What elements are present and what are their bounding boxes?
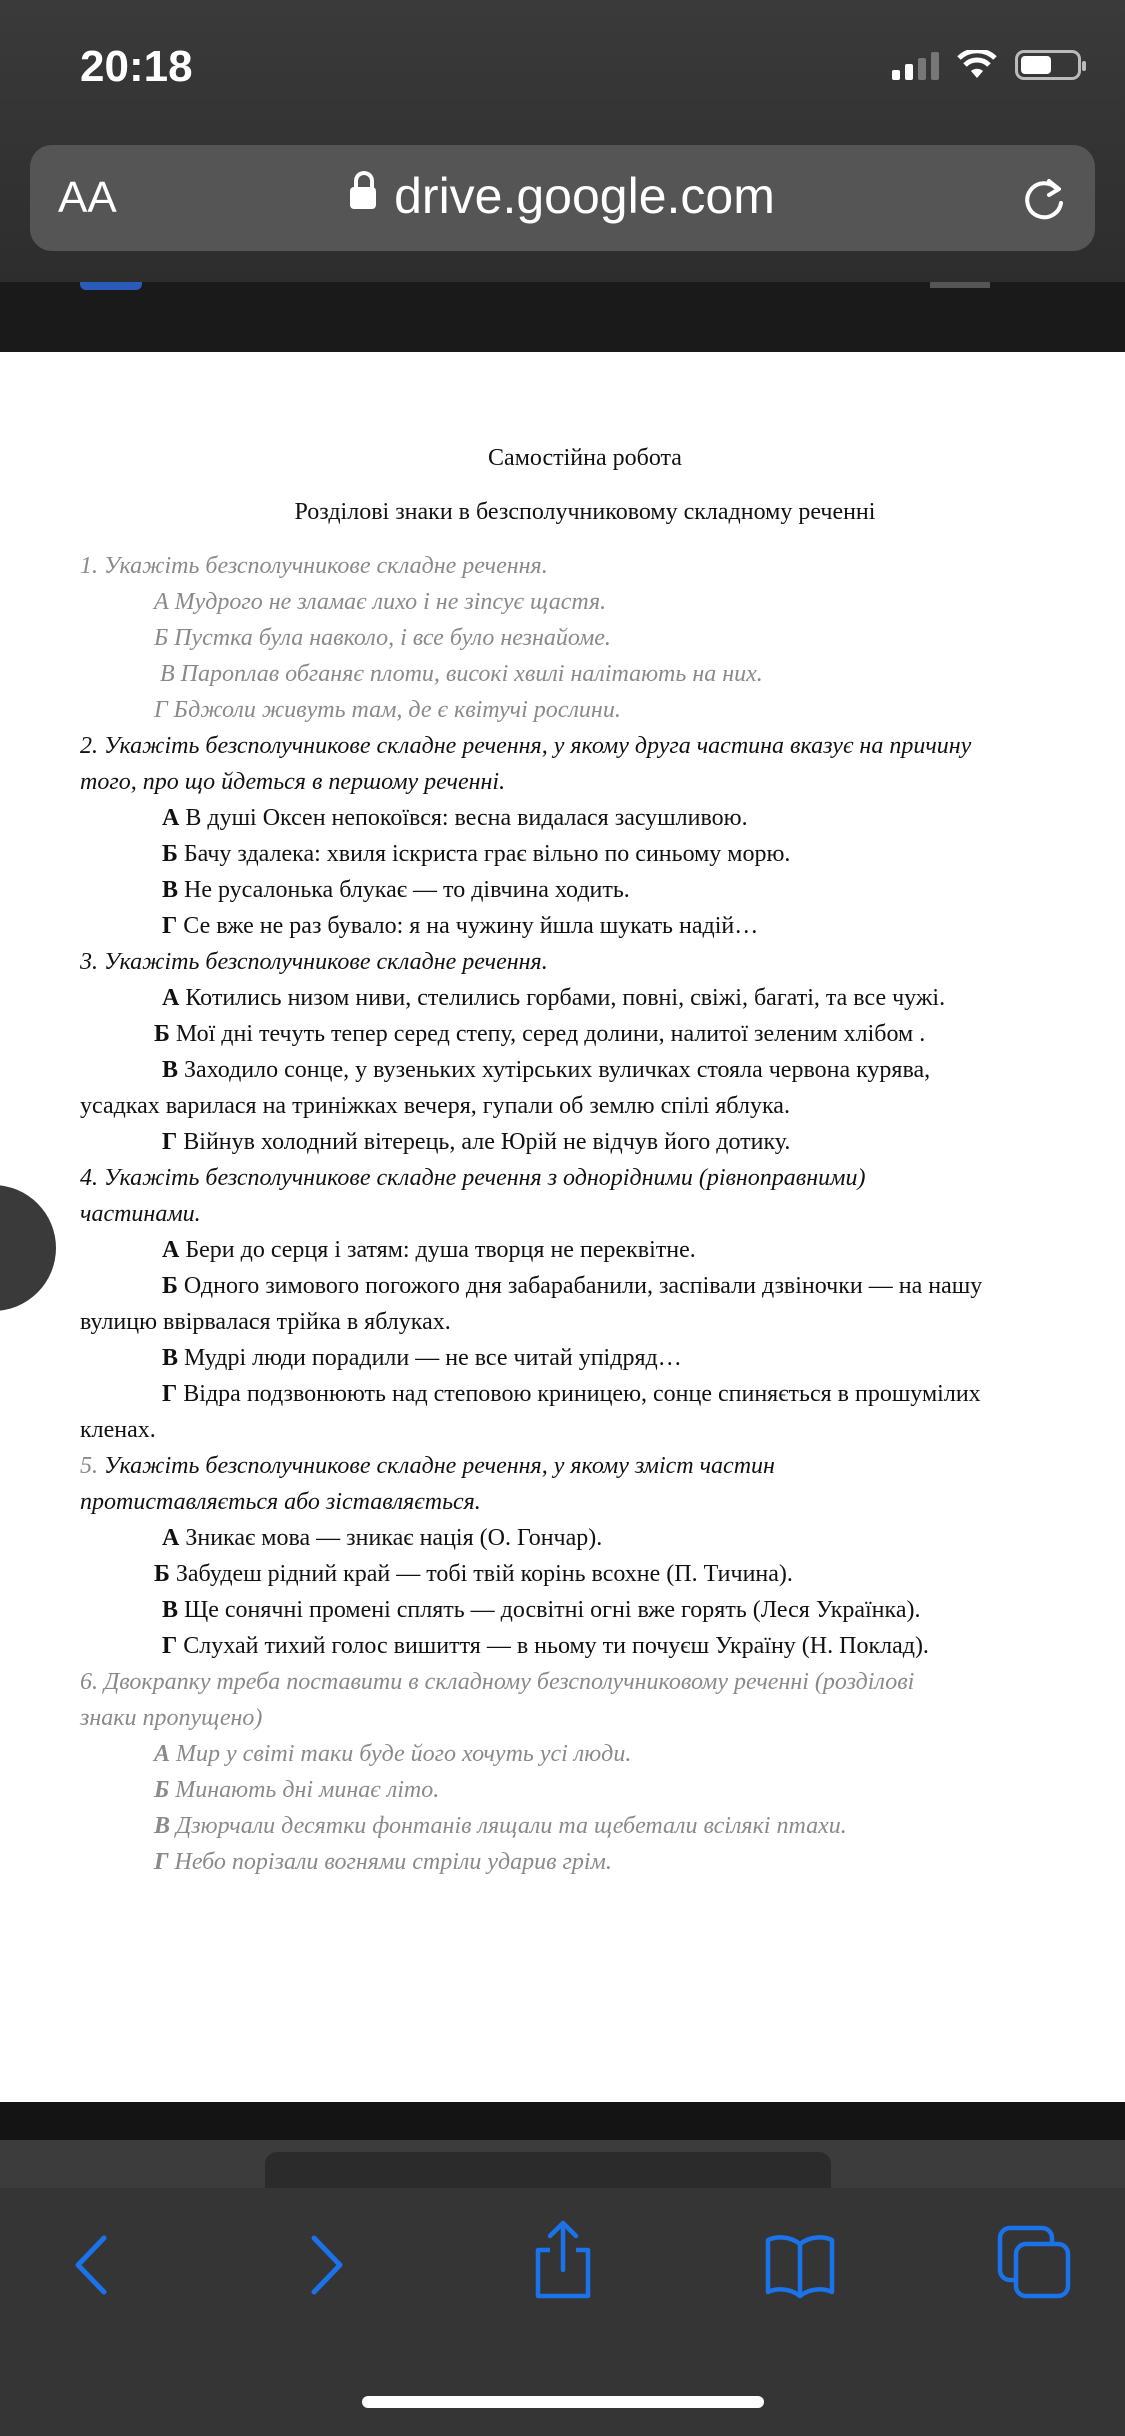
document-q6-c-text: Дзюрчали десятки фонтанів лящали та щебетали всілякі птахи.	[170, 1813, 847, 1839]
q5-option-c	[80, 1592, 1090, 1628]
url-text: drive.google.com	[394, 168, 775, 224]
document-q3-d-text: Війнув холодний вітерець, але Юрій не відчув його дотику.	[177, 1129, 791, 1155]
document-q4-c-text: Мудрі люди порадили — не все читай упідряд…	[178, 1345, 682, 1371]
q4-option-c	[80, 1340, 1090, 1376]
q2-option-b	[80, 836, 1090, 872]
document-q5-a-letter: А	[162, 1525, 180, 1551]
back-icon[interactable]	[68, 2230, 118, 2300]
q4-option-b	[80, 1268, 1090, 1304]
document-q4-b-text: Одного зимового погожого дня забарабанили, заспівали дзвіночки — на нашу	[177, 1273, 983, 1299]
document-q5-b-text: Забудеш рідний край — тобі твій корінь всохне (П. Тичина).	[169, 1561, 793, 1587]
url-field[interactable]	[30, 167, 1095, 225]
q6-option-a	[80, 1736, 1090, 1772]
document-q5-b-letter: Б	[154, 1561, 170, 1587]
cellular-signal-icon	[892, 50, 939, 80]
drive-header-fragment	[930, 282, 990, 288]
document-q4-b-letter: Б	[162, 1273, 178, 1299]
q4-option-d	[80, 1376, 1090, 1412]
question-3-text: 3. Укажіть безсполучникове складне речення.	[80, 949, 548, 975]
q4-option-b-continued: вулицю ввірвалася трійка в яблуках.	[80, 1309, 451, 1335]
q6-option-d	[80, 1844, 1090, 1880]
q3-option-c	[80, 1052, 1090, 1088]
document-content	[80, 440, 1090, 1880]
document-q3-b-text: Мої дні течуть тепер серед степу, серед долини, налитої зеленим хлібом .	[169, 1021, 926, 1047]
document-q6-c-letter: В	[154, 1813, 171, 1839]
q6-option-c	[80, 1808, 1090, 1844]
document-q2-b-text: Бачу здалека: хвиля іскриста грає вільно по синьому морю.	[177, 841, 791, 867]
tabs-icon[interactable]	[996, 2224, 1072, 2300]
document-q5-question-line1: Укажіть безсполучникове складне речення, у якому зміст частин	[98, 1453, 775, 1479]
q4-option-a	[80, 1232, 1090, 1268]
status-icons	[892, 50, 1081, 80]
share-icon[interactable]	[528, 2218, 598, 2302]
document-q3-c-letter: В	[162, 1057, 179, 1083]
home-indicator[interactable]	[362, 2396, 764, 2408]
document-q6-d-letter: Г	[154, 1849, 169, 1875]
document-q4-d-letter: Г	[162, 1381, 178, 1407]
q3-option-a	[80, 980, 1090, 1016]
forward-icon[interactable]	[300, 2230, 350, 2300]
document-q6-d-text: Небо порізали вогнями стріли ударив грім.	[168, 1849, 612, 1875]
document-q6-a-letter: А	[154, 1741, 171, 1767]
browser-chrome	[0, 0, 1125, 282]
document-q6-a-text: Мир у світі таки буде його хочуть усі люди.	[170, 1741, 632, 1767]
question-3	[80, 944, 1090, 1160]
document-q6-b-letter: Б	[154, 1777, 170, 1803]
q5-option-a	[80, 1520, 1090, 1556]
bookmarks-icon[interactable]	[764, 2230, 836, 2300]
question-2-text-line2: того, про що йдеться в першому реченні.	[80, 769, 506, 795]
question-4	[80, 1160, 1090, 1448]
document-q2-a-text: В душі Оксен непокоївся: весна видалася засушливою.	[179, 805, 748, 831]
question-1-text: 1. Укажіть безсполучникове складне речення.	[80, 553, 548, 579]
question-5-text-line1	[80, 1448, 1090, 1484]
q5-option-b	[80, 1556, 1090, 1592]
document-q3-b-letter: Б	[154, 1021, 170, 1047]
q4-option-d-continued: кленах.	[80, 1417, 156, 1443]
document-q2-d-letter: Г	[162, 913, 178, 939]
document-q3-d-letter: Г	[162, 1129, 178, 1155]
document-q5-c-text: Ще сонячні промені сплять — досвітні огні вже горять (Леся Українка).	[178, 1597, 921, 1623]
document-q2-a-letter: А	[162, 805, 180, 831]
q1-option-c: В Пароплав обганяє плоти, високі хвилі налітають на них.	[160, 661, 763, 687]
q3-option-b	[80, 1016, 1090, 1052]
question-5-text-line2: протиставляється або зіставляється.	[80, 1489, 481, 1515]
battery-icon	[1015, 50, 1081, 80]
document-q2-b-letter: Б	[162, 841, 178, 867]
document-q5-d-letter: Г	[162, 1633, 178, 1659]
question-4-text-line2: частинами.	[80, 1201, 201, 1227]
q2-option-a	[80, 800, 1090, 836]
lock-icon	[350, 187, 376, 209]
q2-option-d	[80, 908, 1090, 944]
status-time: 20:18	[80, 42, 193, 91]
viewer-bottom-bar	[0, 2102, 1125, 2140]
wifi-icon	[957, 50, 997, 80]
q1-option-a: А Мудрого не зламає лихо і не зіпсує щастя.	[154, 589, 607, 615]
document-q6-b-text: Минають дні минає літо.	[169, 1777, 440, 1803]
q1-option-d: Г Бджоли живуть там, де є квітучі рослини.	[154, 697, 621, 723]
drive-header-strip	[0, 282, 1125, 352]
document-q5-c-letter: В	[162, 1597, 179, 1623]
document-q2-c-letter: В	[162, 877, 179, 903]
question-6-text-line1: 6. Двокрапку треба поставити в складному безсполучниковому реченні (розділові	[80, 1669, 915, 1695]
document-q4-c-letter: В	[162, 1345, 179, 1371]
q5-option-d	[80, 1628, 1090, 1664]
reload-icon[interactable]	[1017, 173, 1071, 227]
question-6-text-line2: знаки пропущено)	[80, 1705, 263, 1731]
q6-option-b	[80, 1772, 1090, 1808]
q3-option-d	[80, 1124, 1090, 1160]
document-q3-a-letter: А	[162, 985, 180, 1011]
document-page	[0, 352, 1125, 2102]
document-q3-c-text: Заходило сонце, у вузеньких хутірських вуличках стояла червона курява,	[178, 1057, 931, 1083]
text-size-label: AA	[58, 173, 117, 222]
question-6	[80, 1664, 1090, 1880]
document-q4-d-text: Відра подзвонюють над степовою криницею, сонце спиняється в прошумілих	[177, 1381, 981, 1407]
document-q4-a-text: Бери до серця і затям: душа творця не переквітне.	[179, 1237, 696, 1263]
q3-option-c-continued: усадках варилася на триніжках вечеря, гупали об землю спілі яблука.	[80, 1093, 790, 1119]
document-q3-a-text: Котились низом ниви, стелились горбами, повні, свіжі, багаті, та все чужі.	[179, 985, 946, 1011]
document-q5-a-text: Зникає мова — зникає нація (О. Гончар).	[179, 1525, 603, 1551]
question-4-text-line1: 4. Укажіть безсполучникове складне речення з однорідними (рівноправними)	[80, 1165, 866, 1191]
document-q5-number: 5.	[80, 1453, 98, 1479]
address-bar[interactable]	[30, 145, 1095, 251]
question-1	[80, 548, 1090, 728]
document-q2-d-text: Се вже не раз бувало: я на чужину йшла шукать надій…	[177, 913, 759, 939]
document-subtitle: Розділові знаки в безсполучниковому складному реченні	[294, 499, 876, 525]
document-q2-c-text: Не русалонька блукає — то дівчина ходить.	[178, 877, 630, 903]
document-q5-d-text: Слухай тихий голос вишиття — в ньому ти почуєш Україну (Н. Поклад).	[177, 1633, 929, 1659]
document-title: Самостійна робота	[488, 445, 682, 471]
drive-logo-fragment	[80, 282, 142, 290]
q2-option-c	[80, 872, 1090, 908]
page-indicator-pill	[265, 2152, 831, 2192]
document-q4-a-letter: А	[162, 1237, 180, 1263]
question-5	[80, 1448, 1090, 1664]
q1-option-b: Б Пустка була навколо, і все було незнайоме.	[154, 625, 611, 651]
question-2	[80, 728, 1090, 944]
question-2-text-line1: 2. Укажіть безсполучникове складне речення, у якому друга частина вказує на причину	[80, 733, 972, 759]
